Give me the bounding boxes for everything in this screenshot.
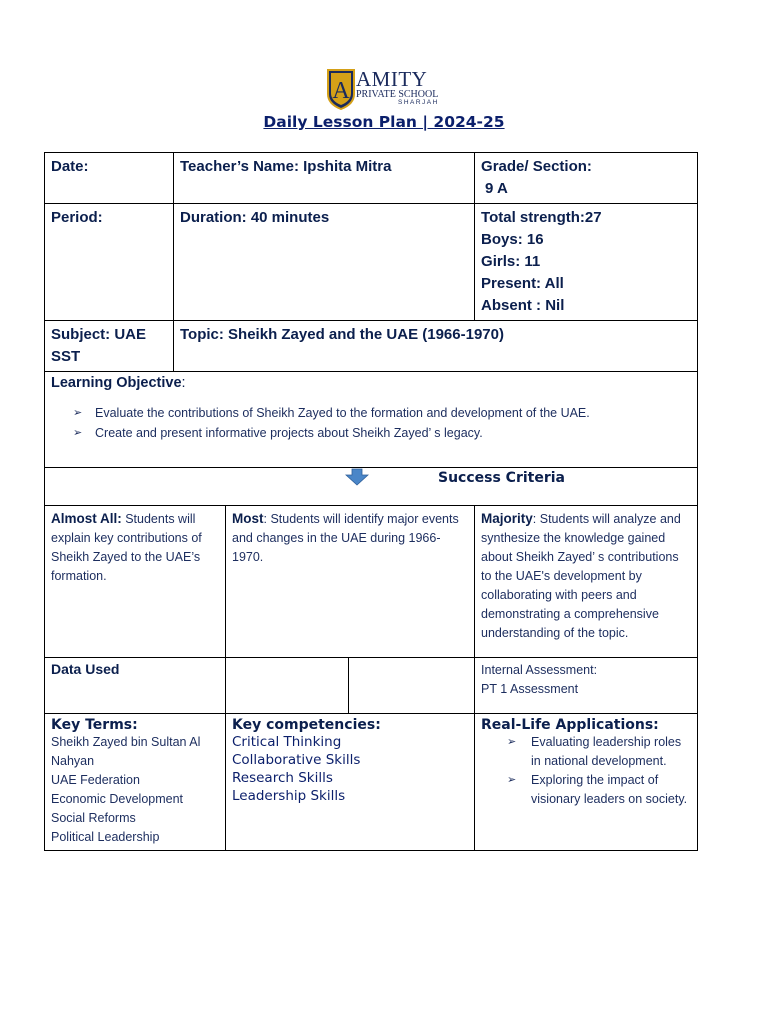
present-count: Present: All — [481, 275, 564, 292]
assessment-cell — [475, 658, 698, 714]
row-period — [45, 204, 698, 321]
strength-cell — [475, 204, 698, 321]
subject-line1: Subject: UAE — [51, 326, 147, 343]
learning-objective-colon: : — [181, 375, 186, 391]
learning-objective-heading — [51, 375, 691, 391]
key-term-item: Sheikh Zayed bin Sultan Al Nahyan — [51, 735, 201, 768]
real-life-text: Exploring the impact of visionary leaders on society. — [531, 773, 688, 806]
date-cell: Date: — [45, 153, 174, 204]
objective-text: Evaluate the contributions of Sheikh Zayed to the formation and development of the UAE. — [95, 406, 590, 420]
learning-objective-list — [51, 403, 691, 443]
school-shield-logo-icon — [326, 68, 356, 110]
almost-all-text: Students will explain key contributions of Sheikh Zayed to the UAE’s formation. — [51, 512, 202, 583]
key-term-item: Political Leadership — [51, 830, 160, 844]
success-criteria-title: Success Criteria — [438, 470, 565, 486]
competency-item: Critical Thinking — [232, 734, 342, 750]
row-learning-objective — [45, 372, 698, 468]
arrowhead-bullet-icon: ➢ — [507, 774, 517, 786]
grade-label: Grade/ Section: — [481, 158, 592, 175]
arrowhead-bullet-icon: ➢ — [507, 736, 517, 748]
most-cell — [226, 506, 475, 658]
logo-subtitle: PRIVATE SCHOOL — [356, 89, 439, 100]
absent-count: Absent : Nil — [481, 297, 565, 314]
row-data-used — [45, 658, 698, 714]
school-logo — [326, 68, 446, 112]
logo-name: AMITY — [356, 67, 428, 91]
duration-cell: Duration: 40 minutes — [174, 204, 475, 321]
list-item — [73, 423, 691, 443]
real-life-title: Real-Life Applications: — [481, 717, 659, 733]
lesson-plan-table — [44, 152, 698, 851]
key-competencies-title: Key competencies: — [232, 717, 381, 733]
competency-item: Research Skills — [232, 770, 333, 786]
key-term-item: Social Reforms — [51, 811, 136, 825]
almost-all-label: Almost All: — [51, 511, 122, 526]
real-life-cell — [475, 714, 698, 851]
grade-section-cell — [475, 153, 698, 204]
key-term-item: UAE Federation — [51, 773, 140, 787]
girls-count: Girls: 11 — [481, 253, 541, 270]
data-used-empty-cell-2 — [349, 658, 475, 714]
assessment-line1: Internal Assessment: — [481, 663, 598, 677]
data-used-cell: Data Used — [45, 658, 226, 714]
objective-text: Create and present informative projects about Sheikh Zayed’ s legacy. — [95, 426, 483, 440]
majority-label: Majority — [481, 511, 533, 526]
learning-objective-cell — [45, 372, 698, 468]
teacher-name-cell: Teacher’s Name: Ipshita Mitra — [174, 153, 475, 204]
period-cell: Period: — [45, 204, 174, 321]
competency-item: Collaborative Skills — [232, 752, 361, 768]
subject-cell — [45, 321, 174, 372]
majority-cell — [475, 506, 698, 658]
assessment-line2: PT 1 Assessment — [481, 682, 579, 696]
key-term-item: Economic Development — [51, 792, 184, 806]
logo-city: SHARJAH — [398, 99, 439, 106]
row-key-terms — [45, 714, 698, 851]
arrowhead-bullet-icon: ➢ — [73, 427, 83, 439]
topic-cell: Topic: Sheikh Zayed and the UAE (1966-1970) — [174, 321, 698, 372]
boys-count: Boys: 16 — [481, 231, 544, 248]
most-label: Most — [232, 511, 264, 526]
key-terms-cell — [45, 714, 226, 851]
row-subject — [45, 321, 698, 372]
list-item — [507, 771, 691, 809]
learning-objective-title: Learning Objective — [51, 375, 182, 391]
success-criteria-cell — [45, 468, 698, 506]
row-success-criteria — [45, 468, 698, 506]
arrowhead-bullet-icon: ➢ — [73, 407, 83, 419]
data-used-empty-cell-1 — [226, 658, 349, 714]
competency-item: Leadership Skills — [232, 788, 346, 804]
page-title: Daily Lesson Plan | 2024-25 — [263, 113, 505, 131]
logo-letter: A — [332, 78, 350, 104]
row-criteria — [45, 506, 698, 658]
majority-text: : Students will analyze and synthesize the knowledge gained about Sheikh Zayed’ s contributions to the UAE's development by collaborating with peers and demonstrating a comprehensive understanding of the topic. — [481, 512, 681, 640]
list-item — [507, 733, 691, 771]
list-item — [73, 403, 691, 423]
row-date — [45, 153, 698, 204]
most-text: : Students will identify major events and changes in the UAE during 1966-1970. — [232, 512, 459, 564]
key-terms-title: Key Terms: — [51, 717, 138, 733]
total-strength: Total strength:27 — [481, 209, 602, 226]
almost-all-cell — [45, 506, 226, 658]
grade-value: 9 A — [485, 180, 508, 197]
key-competencies-cell — [226, 714, 475, 851]
real-life-text: Evaluating leadership roles in national development. — [531, 735, 682, 768]
real-life-list — [481, 733, 691, 809]
subject-line2: SST — [51, 348, 81, 365]
